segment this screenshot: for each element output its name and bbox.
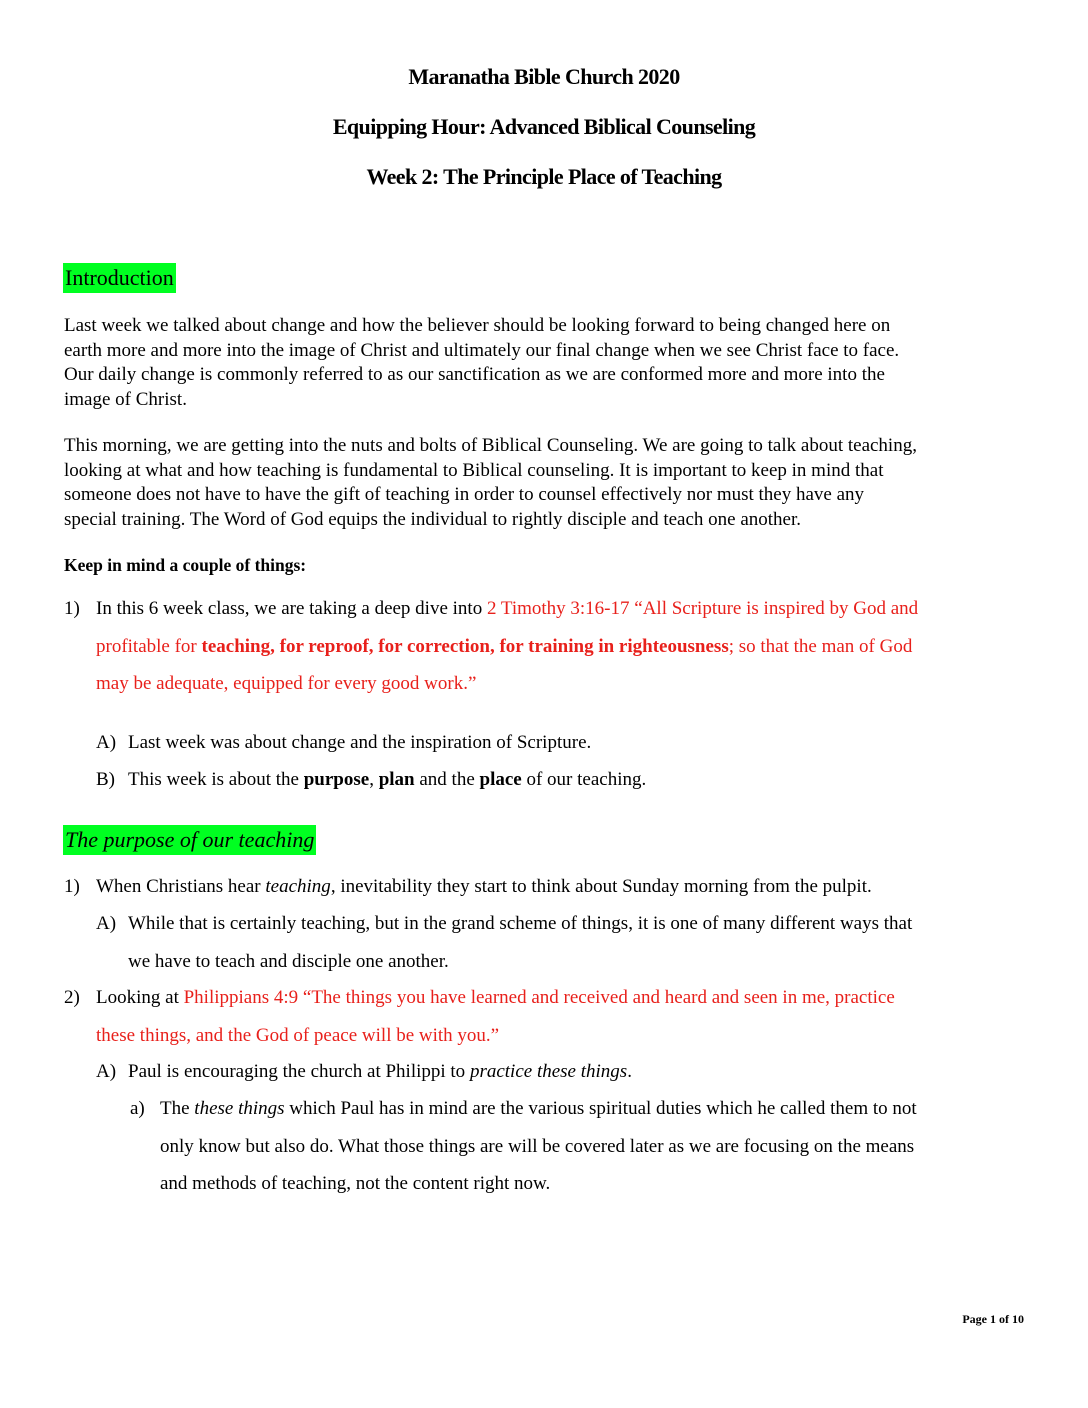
item-text: Looking at	[96, 987, 184, 1008]
scripture-quote: may be adequate, equipped for every good work.”	[96, 673, 477, 694]
scripture-quote: ; so that the man of God	[728, 635, 913, 657]
total-pages: 10	[1012, 1312, 1024, 1326]
paragraph-line: looking at what and how teaching is fundamental to Biblical counseling. It is important to keep in mind that	[64, 459, 884, 481]
paragraph-line: image of Christ.	[64, 388, 187, 410]
list-marker: B)	[96, 769, 115, 790]
document-title: Maranatha Bible Church 2020	[408, 64, 680, 89]
paragraph-line: Last week we talked about change and how the believer should be looking forward to being changed here on	[64, 315, 891, 336]
item-text: only know but also do. What those things are will be covered later as we are focusing on the means	[160, 1135, 915, 1157]
scripture-emphasis: teaching, for reproof, for correction, for training in righteousness	[201, 635, 729, 657]
purpose-heading: The purpose of our teaching	[63, 825, 316, 855]
document-subtitle: Equipping Hour: Advanced Biblical Counseling	[332, 114, 756, 139]
list-marker: A)	[96, 732, 117, 753]
item-text: , inevitability they start to think about Sunday morning from the pulpit.	[330, 876, 872, 897]
list-subitem	[96, 905, 1036, 980]
item-text: Last week was about change and the inspiration of Scripture.	[128, 732, 592, 753]
item-text: ,	[369, 769, 379, 790]
scripture-quote: profitable for	[96, 635, 202, 657]
item-text: While that is certainly teaching, but in the grand scheme of things, it is one of many different ways that	[128, 913, 913, 934]
paragraph-line: This morning, we are getting into the nuts and bolts of Biblical Counseling. We are going to talk about teaching,	[64, 435, 917, 456]
item-text: we have to teach and disciple one another.	[128, 950, 449, 972]
item-text: which Paul has in mind are the various spiritual duties which he called them to not	[284, 1098, 917, 1119]
page-number: Page 1 of 10	[962, 1312, 1024, 1326]
italic-word: these things	[194, 1098, 285, 1119]
item-text: Paul is encouraging the church at Philippi to	[128, 1061, 470, 1082]
item-text: of our teaching.	[521, 769, 647, 790]
scripture-quote: 2 Timothy 3:16-17 “All Scripture is inspired by God and	[486, 598, 919, 619]
paragraph-line: someone does not have to have the gift of teaching in order to counsel effectively nor must they have any	[64, 484, 865, 505]
list-marker: 2)	[64, 987, 80, 1008]
list-marker: A)	[96, 913, 117, 934]
item-text: This week is about the	[128, 769, 304, 790]
list-item	[64, 590, 1034, 705]
item-text: and methods of teaching, not the content right now.	[160, 1173, 551, 1194]
bold-word: place	[479, 769, 522, 790]
keep-in-mind-label: Keep in mind a couple of things:	[64, 555, 307, 575]
list-marker: a)	[130, 1098, 145, 1119]
paragraph-line: special training. The Word of God equips the individual to rightly disciple and teach one another.	[64, 508, 802, 530]
intro-paragraph-2	[64, 434, 1034, 532]
item-text: and the	[414, 769, 480, 790]
document-week-title: Week 2: The Principle Place of Teaching	[366, 164, 722, 189]
intro-paragraph-1	[64, 314, 1034, 412]
list-item	[64, 979, 1034, 1054]
list-marker: A)	[96, 1061, 117, 1082]
paragraph-line: earth more and more into the image of Christ and ultimately our final change when we see Christ face to face.	[64, 339, 900, 361]
item-text: In this 6 week class, we are taking a deep dive into	[96, 598, 487, 619]
list-subsubitem	[130, 1090, 1040, 1205]
scripture-quote: Philippians 4:9 “The things you have learned and received and heard and seen in me, practice	[183, 987, 895, 1008]
scripture-quote: these things, and the God of peace will be with you.”	[96, 1024, 500, 1046]
introduction-heading: Introduction	[63, 263, 176, 293]
list-marker: 1)	[64, 876, 80, 897]
italic-word: practice these things	[469, 1061, 628, 1082]
list-marker: 1)	[64, 598, 80, 619]
current-page: 1	[990, 1312, 996, 1326]
italic-word: teaching	[265, 876, 331, 897]
item-text: The	[160, 1098, 195, 1119]
bold-word: purpose	[303, 769, 370, 790]
paragraph-line: Our daily change is commonly referred to as our sanctification as we are conformed more and more into the	[64, 364, 885, 385]
bold-word: plan	[378, 769, 415, 790]
item-text: When Christians hear	[96, 876, 266, 897]
item-text: .	[627, 1061, 632, 1082]
